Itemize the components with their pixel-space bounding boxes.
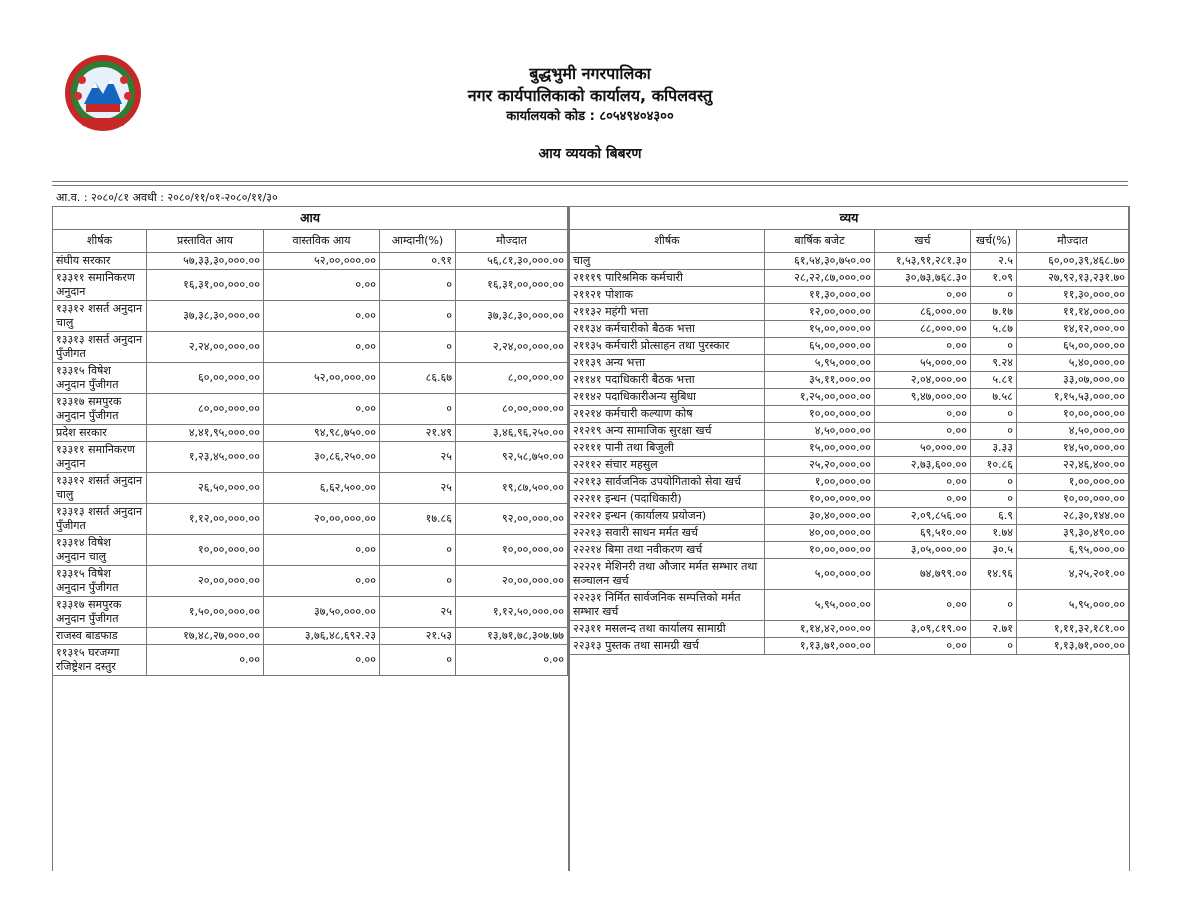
cell-value: १.७४: [971, 525, 1017, 542]
cell-value: १५,००,०००.००: [765, 440, 875, 457]
table-row: [570, 474, 1129, 491]
row-heading: १३३१५ विषेश अनुदान पुँजीगत: [53, 566, 147, 597]
table-row: [53, 425, 568, 442]
cell-value: ५२,००,०००.००: [264, 363, 380, 394]
cell-value: ५७,३३,३०,०००.००: [147, 253, 264, 270]
cell-value: ५,९५,०००.००: [765, 590, 875, 621]
table-row: [53, 253, 568, 270]
cell-value: ६९,५१०.००: [875, 525, 971, 542]
row-heading: प्रदेश सरकार: [53, 425, 147, 442]
column-header: वास्तविक आय: [264, 230, 380, 253]
cell-value: ०.००: [875, 338, 971, 355]
cell-value: ३५,११,०००.००: [765, 372, 875, 389]
column-header: मौज्दात: [1017, 230, 1129, 253]
cell-value: ०.९१: [380, 253, 456, 270]
table-row: [570, 525, 1129, 542]
row-heading: २१११९ पारिश्रमिक कर्मचारी: [570, 270, 765, 287]
cell-value: ६,६२,५००.००: [264, 473, 380, 504]
cell-value: ३७,३८,३०,०००.००: [147, 301, 264, 332]
cell-value: १,५०,००,०००.००: [147, 597, 264, 628]
table-row: [570, 508, 1129, 525]
income-section-title: आय: [53, 207, 568, 230]
cell-value: १,१३,७१,०००.००: [765, 638, 875, 655]
cell-value: १४.९६: [971, 559, 1017, 590]
table-row: [53, 442, 568, 473]
cell-value: १,११,३२,१८१.००: [1017, 621, 1129, 638]
table-row: [53, 628, 568, 645]
cell-value: ५२,००,०००.००: [264, 253, 380, 270]
cell-value: ३०,४०,०००.००: [765, 508, 875, 525]
cell-value: २५: [380, 442, 456, 473]
cell-value: १,१३,७१,०००.००: [1017, 638, 1129, 655]
cell-value: ०: [971, 423, 1017, 440]
cell-value: ३०,७३,७६८.३०: [875, 270, 971, 287]
cell-value: २०,००,०००.००: [264, 504, 380, 535]
cell-value: ३,०९,८१९.००: [875, 621, 971, 638]
row-heading: १३३१३ शसर्त अनुदान पुँजीगत: [53, 504, 147, 535]
cell-value: ११,३०,०००.००: [765, 287, 875, 304]
cell-value: ०.००: [264, 301, 380, 332]
cell-value: ८६.६७: [380, 363, 456, 394]
cell-value: ०.००: [875, 474, 971, 491]
cell-value: ९.२४: [971, 355, 1017, 372]
divider: [52, 185, 1128, 186]
table-row: [53, 645, 568, 676]
cell-value: ०.००: [875, 491, 971, 508]
row-heading: संघीय सरकार: [53, 253, 147, 270]
cell-value: ५५,०००.००: [875, 355, 971, 372]
cell-value: ९२,५८,७५०.००: [456, 442, 568, 473]
cell-value: ०: [971, 338, 1017, 355]
row-heading: १३३१३ शसर्त अनुदान पुँजीगत: [53, 332, 147, 363]
table-row: [570, 389, 1129, 406]
cell-value: ३०,८६,२५०.००: [264, 442, 380, 473]
cell-value: २,७३,६००.००: [875, 457, 971, 474]
cell-value: ०.००: [875, 423, 971, 440]
column-header: आम्दानी(%): [380, 230, 456, 253]
table-row: [570, 423, 1129, 440]
cell-value: २५,२०,०००.००: [765, 457, 875, 474]
cell-value: ९,४७,०००.००: [875, 389, 971, 406]
table-row: [53, 566, 568, 597]
cell-value: ४,५०,०००.००: [1017, 423, 1129, 440]
table-row: [570, 304, 1129, 321]
cell-value: ४०,००,०००.००: [765, 525, 875, 542]
cell-value: ८०,००,०००.००: [147, 394, 264, 425]
cell-value: १०,००,०००.००: [456, 535, 568, 566]
cell-value: ४,४१,९५,०००.००: [147, 425, 264, 442]
cell-value: १६,३१,००,०००.००: [147, 270, 264, 301]
cell-value: ९४,९८,७५०.००: [264, 425, 380, 442]
cell-value: ६.९: [971, 508, 1017, 525]
cell-value: २१.४९: [380, 425, 456, 442]
cell-value: १०,००,०००.००: [147, 535, 264, 566]
cell-value: ०.००: [456, 645, 568, 676]
row-heading: २१२१९ अन्य सामाजिक सुरक्षा खर्च: [570, 423, 765, 440]
cell-value: ४,५०,०००.००: [765, 423, 875, 440]
cell-value: ०: [971, 474, 1017, 491]
cell-value: २५: [380, 597, 456, 628]
cell-value: २,०४,०००.००: [875, 372, 971, 389]
cell-value: २७,९२,१३,२३१.७०: [1017, 270, 1129, 287]
table-row: [570, 253, 1129, 270]
cell-value: १४,५०,०००.००: [1017, 440, 1129, 457]
cell-value: ८,००,०००.००: [456, 363, 568, 394]
cell-value: ६०,००,०००.००: [147, 363, 264, 394]
divider: [52, 181, 1128, 182]
table-row: [570, 270, 1129, 287]
cell-value: ०: [971, 287, 1017, 304]
column-header: शीर्षक: [570, 230, 765, 253]
cell-value: १,२५,००,०००.००: [765, 389, 875, 406]
row-heading: २२२२१ मेशिनरी तथा औजार मर्मत सम्भार तथा सञ्चालन खर्च: [570, 559, 765, 590]
cell-value: १०,००,०००.००: [1017, 491, 1129, 508]
cell-value: १,००,०००.००: [1017, 474, 1129, 491]
cell-value: ०.००: [264, 332, 380, 363]
cell-value: १७,४८,२७,०००.००: [147, 628, 264, 645]
row-heading: २२२१३ सवारी साधन मर्मत खर्च: [570, 525, 765, 542]
cell-value: ०: [380, 394, 456, 425]
cell-value: २८,२२,८७,०००.००: [765, 270, 875, 287]
cell-value: ३.३३: [971, 440, 1017, 457]
table-row: [570, 372, 1129, 389]
row-heading: २२११३ सार्वजनिक उपयोगिताको सेवा खर्च: [570, 474, 765, 491]
cell-value: १,१२,००,०००.००: [147, 504, 264, 535]
cell-value: ६१,५४,३०,७५०.००: [765, 253, 875, 270]
row-heading: २१२१४ कर्मचारी कल्याण कोष: [570, 406, 765, 423]
cell-value: ५.८७: [971, 321, 1017, 338]
cell-value: ०.००: [264, 394, 380, 425]
cell-value: ०: [380, 566, 456, 597]
cell-value: ६०,००,३९,४६८.७०: [1017, 253, 1129, 270]
cell-value: ५०,०००.००: [875, 440, 971, 457]
table-row: [570, 338, 1129, 355]
nepal-emblem-icon: [62, 52, 144, 134]
table-row: [53, 394, 568, 425]
column-header: प्रस्तावित आय: [147, 230, 264, 253]
cell-value: १,२३,४५,०००.००: [147, 442, 264, 473]
table-row: [53, 301, 568, 332]
table-row: [53, 504, 568, 535]
cell-value: २०,००,०००.००: [147, 566, 264, 597]
cell-value: १,१५,५३,०००.००: [1017, 389, 1129, 406]
row-heading: चालु: [570, 253, 765, 270]
table-row: [570, 590, 1129, 621]
cell-value: ८६,०००.००: [875, 304, 971, 321]
cell-value: ०: [380, 301, 456, 332]
report-title: आय व्ययको बिबरण: [538, 146, 642, 162]
row-heading: १३३१७ समपुरक अनुदान पुँजीगत: [53, 394, 147, 425]
cell-value: २१.५३: [380, 628, 456, 645]
table-row: [53, 535, 568, 566]
cell-value: ७.१७: [971, 304, 1017, 321]
cell-value: १,१४,४२,०००.००: [765, 621, 875, 638]
row-heading: २११३४ कर्मचारीको बैठक भत्ता: [570, 321, 765, 338]
row-heading: २२२१४ बिमा तथा नवीकरण खर्च: [570, 542, 765, 559]
cell-value: ७४,७९९.००: [875, 559, 971, 590]
cell-value: २६,५०,०००.००: [147, 473, 264, 504]
row-heading: २११३९ अन्य भत्ता: [570, 355, 765, 372]
cell-value: १५,००,०००.००: [765, 321, 875, 338]
expense-table: [569, 206, 1129, 655]
expense-section-title: व्यय: [570, 207, 1129, 230]
row-heading: २२२३१ निर्मित सार्वजनिक सम्पत्तिको मर्मत सम्भार खर्च: [570, 590, 765, 621]
cell-value: ४,२५,२०१.००: [1017, 559, 1129, 590]
cell-value: १४,१२,०००.००: [1017, 321, 1129, 338]
table-row: [53, 363, 568, 394]
cell-value: ६,९५,०००.००: [1017, 542, 1129, 559]
cell-value: ८०,००,०००.००: [456, 394, 568, 425]
row-heading: ११३१५ घरजग्गा रजिष्ट्रेशन दस्तुर: [53, 645, 147, 676]
cell-value: ०: [380, 332, 456, 363]
row-heading: राजस्व बाडफाड: [53, 628, 147, 645]
table-row: [53, 473, 568, 504]
cell-value: ०.००: [147, 645, 264, 676]
row-heading: १३३११ समानिकरण अनुदान: [53, 270, 147, 301]
cell-value: १३,७१,७८,३०७.७७: [456, 628, 568, 645]
cell-value: ०.००: [875, 287, 971, 304]
row-heading: २११४२ पदाधिकारीअन्य सुबिधा: [570, 389, 765, 406]
cell-value: २.७१: [971, 621, 1017, 638]
cell-value: २,२४,००,०००.००: [456, 332, 568, 363]
cell-value: ८८,०००.००: [875, 321, 971, 338]
office-code: कार्यालयको कोड : ८०५४९४०४३००: [506, 109, 674, 124]
cell-value: ११,३०,०००.००: [1017, 287, 1129, 304]
column-header: शीर्षक: [53, 230, 147, 253]
cell-value: १०,००,०००.००: [1017, 406, 1129, 423]
table-row: [570, 440, 1129, 457]
table-row: [570, 321, 1129, 338]
cell-value: ५.८१: [971, 372, 1017, 389]
table-row: [570, 457, 1129, 474]
cell-value: ०.००: [875, 590, 971, 621]
income-table: [52, 206, 568, 676]
cell-value: ३,०५,०००.००: [875, 542, 971, 559]
cell-value: १०,००,०००.००: [765, 406, 875, 423]
table-row: [53, 270, 568, 301]
cell-value: ०: [971, 406, 1017, 423]
cell-value: ०: [971, 638, 1017, 655]
cell-value: ०.००: [264, 535, 380, 566]
cell-value: १०,००,०००.००: [765, 542, 875, 559]
row-heading: २११३२ महंगी भत्ता: [570, 304, 765, 321]
cell-value: ०: [380, 645, 456, 676]
row-heading: २११४१ पदाधिकारी बैठक भत्ता: [570, 372, 765, 389]
cell-value: ०: [971, 491, 1017, 508]
table-row: [570, 638, 1129, 655]
cell-value: ०: [380, 535, 456, 566]
cell-value: १०,००,०००.००: [765, 491, 875, 508]
table-row: [570, 406, 1129, 423]
row-heading: १३३१७ समपुरक अनुदान पुँजीगत: [53, 597, 147, 628]
cell-value: २०,००,०००.००: [456, 566, 568, 597]
cell-value: ७.५८: [971, 389, 1017, 406]
row-heading: २२२१२ इन्धन (कार्यालय प्रयोजन): [570, 508, 765, 525]
cell-value: १०.८६: [971, 457, 1017, 474]
table-row: [570, 542, 1129, 559]
office-name: नगर कार्यपालिकाको कार्यालय, कपिलवस्तु: [467, 86, 713, 105]
cell-value: ५,९५,०००.००: [1017, 590, 1129, 621]
municipality-name: बुद्धभुमी नगरपालिका: [529, 64, 651, 83]
cell-value: १२,००,०००.००: [765, 304, 875, 321]
table-row: [570, 559, 1129, 590]
fiscal-period: आ.व. : २०८०/८१ अवधी : २०८०/११/०१-२०८०/११/३०: [56, 191, 278, 204]
column-header: मौज्दात: [456, 230, 568, 253]
cell-value: २,०९,८५६.००: [875, 508, 971, 525]
cell-value: २.५: [971, 253, 1017, 270]
column-header: खर्च: [875, 230, 971, 253]
cell-value: ३,४६,९६,२५०.००: [456, 425, 568, 442]
column-header: खर्च(%): [971, 230, 1017, 253]
cell-value: १.०९: [971, 270, 1017, 287]
cell-value: १,५३,९१,२८१.३०: [875, 253, 971, 270]
cell-value: २,२४,००,०००.००: [147, 332, 264, 363]
cell-value: ६५,००,०००.००: [1017, 338, 1129, 355]
cell-value: ५,४०,०००.००: [1017, 355, 1129, 372]
table-row: [53, 597, 568, 628]
cell-value: ०: [380, 270, 456, 301]
cell-value: १६,३१,००,०००.००: [456, 270, 568, 301]
cell-value: ०: [971, 590, 1017, 621]
row-heading: २२२११ इन्धन (पदाधिकारी): [570, 491, 765, 508]
row-heading: १३३१२ शसर्त अनुदान चालु: [53, 301, 147, 332]
cell-value: ९२,००,०००.००: [456, 504, 568, 535]
row-heading: २२१११ पानी तथा बिजुली: [570, 440, 765, 457]
row-heading: २११३५ कर्मचारी प्रोत्साहन तथा पुरस्कार: [570, 338, 765, 355]
cell-value: ३,७६,४८,६९२.२३: [264, 628, 380, 645]
column-header: बार्षिक बजेट: [765, 230, 875, 253]
row-heading: २२११२ संचार महसुल: [570, 457, 765, 474]
row-heading: २२३११ मसलन्द तथा कार्यालय सामाग्री: [570, 621, 765, 638]
row-heading: २२३१३ पुस्तक तथा सामग्री खर्च: [570, 638, 765, 655]
cell-value: १,१२,५०,०००.००: [456, 597, 568, 628]
cell-value: ५,९५,०००.००: [765, 355, 875, 372]
cell-value: ३७,५०,०००.००: [264, 597, 380, 628]
cell-value: ५,००,०००.००: [765, 559, 875, 590]
cell-value: २८,३०,१४४.००: [1017, 508, 1129, 525]
row-heading: १३३१५ विषेश अनुदान पुँजीगत: [53, 363, 147, 394]
table-row: [53, 332, 568, 363]
cell-value: १,००,०००.००: [765, 474, 875, 491]
cell-value: २२,४६,४००.००: [1017, 457, 1129, 474]
cell-value: २५: [380, 473, 456, 504]
table-row: [570, 621, 1129, 638]
cell-value: ६५,००,०००.००: [765, 338, 875, 355]
cell-value: १७.८६: [380, 504, 456, 535]
row-heading: १३३१४ विषेश अनुदान चालु: [53, 535, 147, 566]
row-heading: २११२१ पोशाक: [570, 287, 765, 304]
cell-value: ०.००: [264, 566, 380, 597]
cell-value: ३०.५: [971, 542, 1017, 559]
row-heading: १३३१२ शसर्त अनुदान चालु: [53, 473, 147, 504]
table-row: [570, 287, 1129, 304]
cell-value: ५६,८१,३०,०००.००: [456, 253, 568, 270]
table-row: [570, 355, 1129, 372]
cell-value: ०.००: [264, 645, 380, 676]
row-heading: १३३११ समानिकरण अनुदान: [53, 442, 147, 473]
cell-value: ३३,०७,०००.००: [1017, 372, 1129, 389]
cell-value: १९,८७,५००.००: [456, 473, 568, 504]
table-row: [570, 491, 1129, 508]
cell-value: ३७,३८,३०,०००.००: [456, 301, 568, 332]
cell-value: ११,१४,०००.००: [1017, 304, 1129, 321]
cell-value: ०.००: [264, 270, 380, 301]
cell-value: ०.००: [875, 638, 971, 655]
cell-value: ०.००: [875, 406, 971, 423]
cell-value: ३९,३०,४९०.००: [1017, 525, 1129, 542]
